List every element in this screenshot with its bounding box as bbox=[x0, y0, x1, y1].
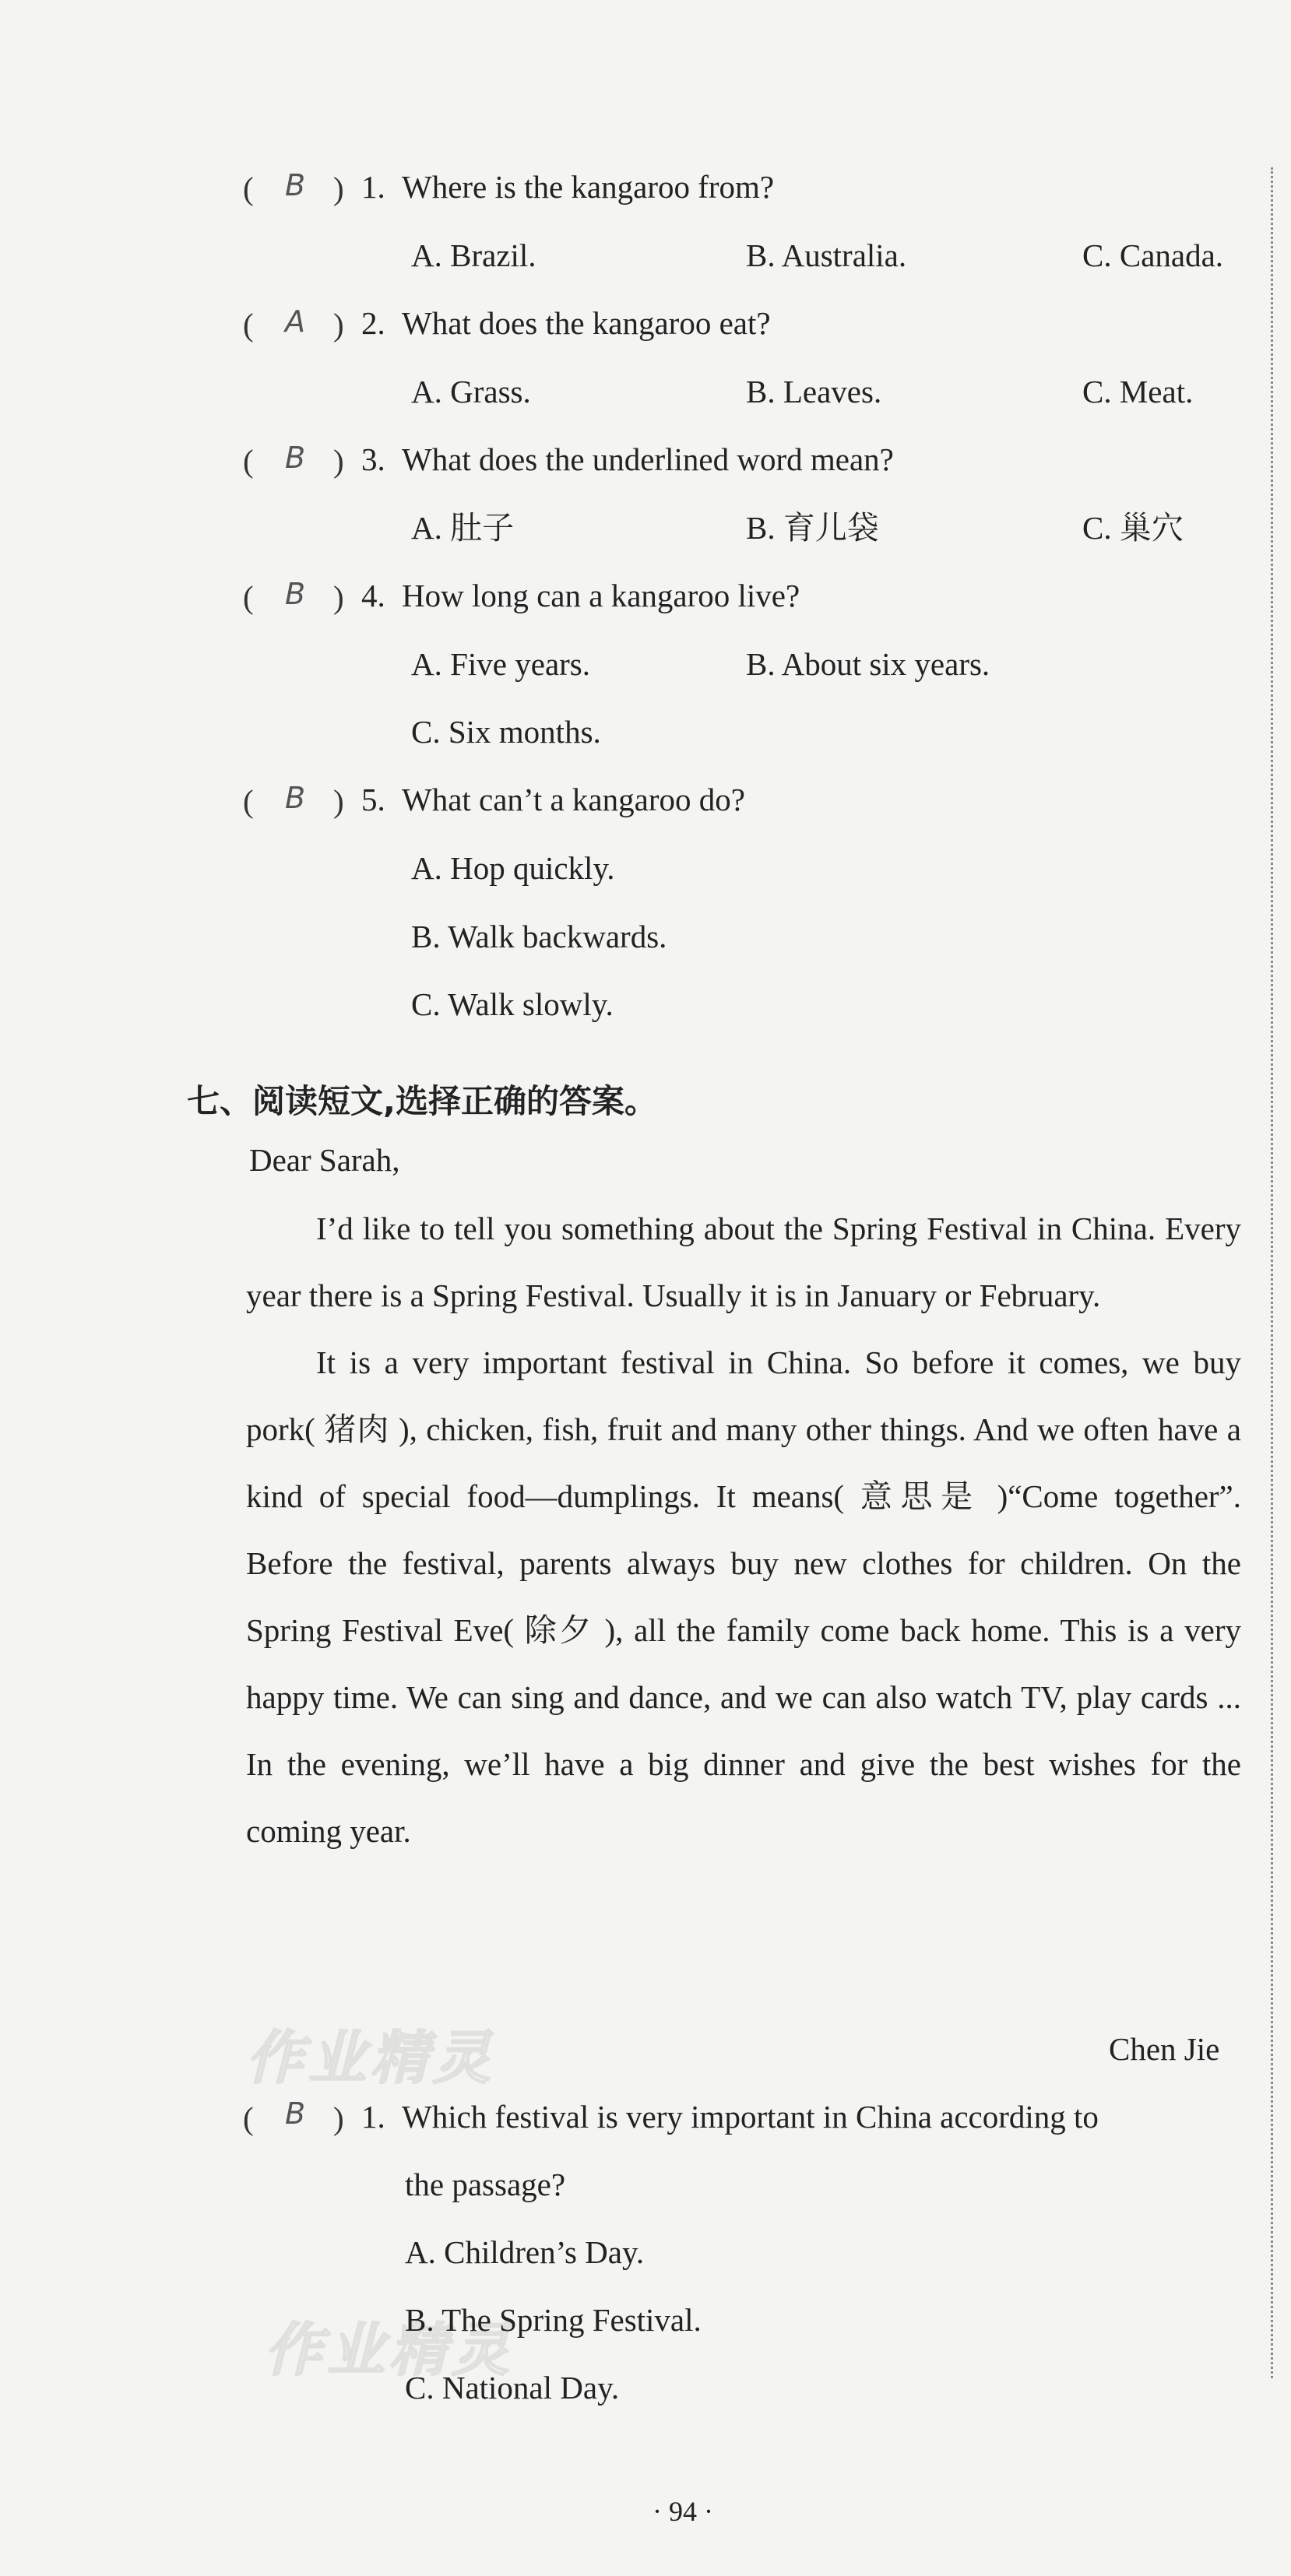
option-b: B. 育儿袋 bbox=[746, 510, 879, 546]
handwritten-answer: B bbox=[285, 2096, 306, 2131]
answer-paren-open: ( bbox=[243, 307, 254, 343]
option-a: A. Five years. bbox=[411, 646, 591, 682]
answer-paren-close: ) bbox=[333, 307, 344, 343]
question-number: 2. bbox=[361, 305, 385, 341]
option-b: B. The Spring Festival. bbox=[405, 2302, 702, 2338]
question-stem: Where is the kangaroo from? bbox=[402, 169, 775, 205]
question-number: 4. bbox=[361, 578, 385, 613]
option-b: B. Leaves. bbox=[746, 374, 882, 409]
question-stem: What can’t a kangaroo do? bbox=[402, 782, 745, 817]
answer-paren-open: ( bbox=[243, 2100, 254, 2136]
watermark: 作业精灵 bbox=[265, 2317, 514, 2384]
answer-paren-close: ) bbox=[333, 170, 344, 206]
option-a: A. Brazil. bbox=[411, 237, 536, 273]
answer-paren-close: ) bbox=[333, 443, 344, 479]
question-number: 1. bbox=[361, 169, 385, 205]
answer-paren-open: ( bbox=[243, 170, 254, 206]
letter-greeting: Dear Sarah, bbox=[249, 1142, 400, 1178]
option-c: C. Walk slowly. bbox=[411, 986, 614, 1022]
letter-paragraph-2: It is a very important festival in China. So before it comes, we buy pork( 猪肉 ), chicken, fish, fruit and many other things. And we often have a kind of special food—dumplings. It means( 意思是 )“Come together”. Before the festival, parents always buy new clothes for children. On the Spring Festival Eve( 除夕 ), all the family come back home. This is a very happy time. We can sing and dance, and we can also watch TV, play cards ... In the evening, we’ll have a big dinner and give the best wishes for the coming year. bbox=[246, 1344, 1241, 1849]
question-stem: What does the kangaroo eat? bbox=[402, 305, 771, 341]
answer-paren-close: ) bbox=[333, 579, 344, 615]
handwritten-answer: B bbox=[285, 441, 306, 475]
option-b: B. Australia. bbox=[746, 237, 907, 273]
option-c: C. Six months. bbox=[411, 714, 601, 750]
letter-signature: Chen Jie bbox=[1109, 2031, 1220, 2067]
option-a: A. Hop quickly. bbox=[411, 850, 615, 886]
page-number: · 94 · bbox=[653, 2496, 713, 2527]
handwritten-answer: B bbox=[285, 781, 306, 815]
handwritten-answer: B bbox=[285, 577, 306, 611]
option-b: B. Walk backwards. bbox=[411, 919, 667, 954]
option-c: C. National Day. bbox=[405, 2370, 620, 2406]
answer-paren-open: ( bbox=[243, 579, 254, 615]
watermark: 作业精灵 bbox=[246, 2025, 495, 2092]
letter-body bbox=[246, 1195, 1241, 1864]
option-c: C. Meat. bbox=[1082, 374, 1194, 409]
handwritten-answer: A bbox=[285, 304, 305, 339]
letter-paragraph-1: I’d like to tell you something about the Spring Festival in China. Every year there is a Spring Festival. Usually it is in January or February. bbox=[246, 1211, 1241, 1313]
option-a: A. 肚子 bbox=[411, 510, 515, 546]
question-number: 5. bbox=[361, 782, 385, 817]
option-a: A. Grass. bbox=[411, 374, 531, 409]
question-stem-line-1: Which festival is very important in China according to bbox=[402, 2099, 1099, 2135]
question-number: 3. bbox=[361, 441, 385, 477]
answer-paren-open: ( bbox=[243, 783, 254, 819]
question-number: 1. bbox=[361, 2099, 385, 2135]
option-a: A. Children’s Day. bbox=[405, 2234, 645, 2270]
binding-dotted-line bbox=[1271, 167, 1273, 2378]
answer-paren-close: ) bbox=[333, 2100, 344, 2136]
answer-paren-open: ( bbox=[243, 443, 254, 479]
option-c: C. Canada. bbox=[1082, 237, 1224, 273]
handwritten-answer: B bbox=[285, 168, 306, 202]
option-b: B. About six years. bbox=[746, 646, 990, 682]
question-stem: How long can a kangaroo live? bbox=[402, 578, 800, 613]
question-stem: What does the underlined word mean? bbox=[402, 441, 894, 477]
option-c: C. 巢穴 bbox=[1082, 510, 1184, 546]
section-heading: 七、阅读短文,选择正确的答案。 bbox=[187, 1082, 657, 1120]
question-stem-line-2: the passage? bbox=[405, 2167, 566, 2202]
answer-paren-close: ) bbox=[333, 783, 344, 819]
